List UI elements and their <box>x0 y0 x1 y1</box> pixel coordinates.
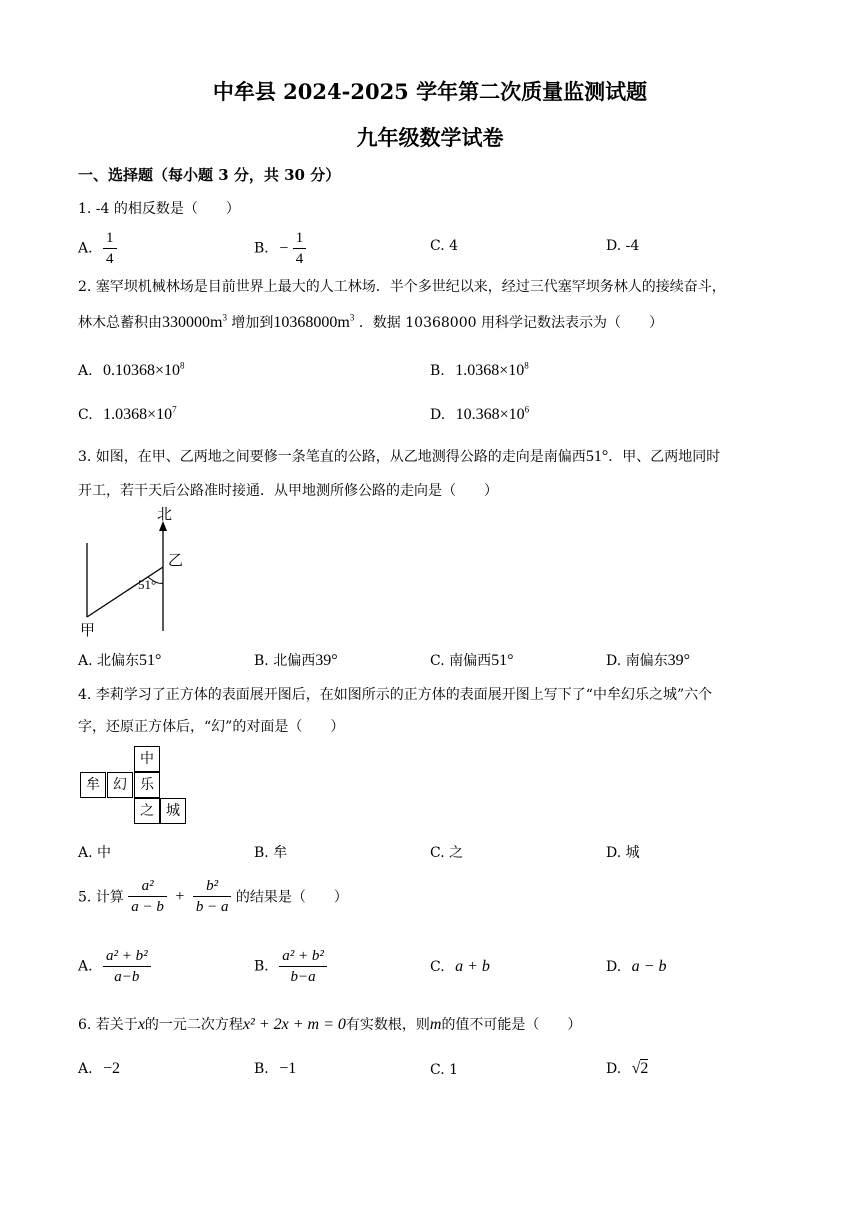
q1-b-sign: − <box>279 239 289 257</box>
q4-option-b[interactable]: B. 牟 <box>254 845 288 861</box>
q5-c-value: a + b <box>455 958 490 975</box>
q3-option-a[interactable]: A. 北偏东51° <box>78 652 162 669</box>
q4-line1: 4. 李莉学习了正方体的表面展开图后，在如图所示的正方体的表面展开图上写下了“中牟幻乐之城”六个 <box>78 687 713 703</box>
q1-b-den: 4 <box>295 251 304 267</box>
q1-a-num: 1 <box>103 228 117 249</box>
q5-text-b: 的结果是（ ） <box>235 889 348 906</box>
q6-b-value: −1 <box>279 1060 297 1077</box>
q3-yi-label: 乙 <box>168 551 184 569</box>
q3-option-c[interactable]: C. 南偏西51° <box>430 652 514 669</box>
q3-north-label: 北 <box>157 505 173 523</box>
q3-road-line <box>87 567 163 617</box>
q1-option-d[interactable]: D. -4 <box>606 238 640 254</box>
q5-option-a[interactable] <box>78 946 151 987</box>
q2-option-b[interactable] <box>430 362 529 380</box>
q5-fraction-2: $\frac{\text{b²}}{b - a}$ <box>193 876 232 917</box>
q6-text-b: 的一元二次方程 <box>144 1017 243 1033</box>
q6-a-value: −2 <box>103 1060 121 1077</box>
q5-c-label: C. <box>430 959 445 975</box>
q6-d-label: D. <box>606 1061 622 1077</box>
q6-stem <box>78 1014 581 1034</box>
net-cell-huan: 幻 <box>107 772 133 798</box>
q1-stem: 1. -4 的相反数是（ ） <box>78 201 240 217</box>
net-cell-mou: 牟 <box>80 772 106 798</box>
q6-option-d[interactable] <box>606 1060 648 1078</box>
net-cell-zhong: 中 <box>134 746 160 772</box>
q2-b-value: $1.0368\times 10^8$ <box>455 360 529 379</box>
q1-b-fraction <box>293 228 307 269</box>
q1-a-label: A. <box>78 240 93 257</box>
q6-var-m: m <box>429 1016 442 1033</box>
net-cell-cheng: 城 <box>160 798 186 824</box>
q3-line1 <box>78 446 720 466</box>
q6-option-b[interactable] <box>254 1060 296 1078</box>
q1-b-label: B. <box>254 240 269 257</box>
q6-b-label: B. <box>254 1061 269 1077</box>
q3-text-b: ．甲、乙两地同时 <box>608 449 721 465</box>
sqrt-icon: √ <box>631 1060 641 1077</box>
q5-d-value: a − b <box>631 958 667 975</box>
q2-line1: 2. 塞罕坝机械林场是目前世界上最大的人工林场．半个多世纪以来，经过三代塞罕坝务林人的接续奋斗， <box>78 279 726 295</box>
q2-option-a[interactable] <box>78 362 185 380</box>
q6-text-a: 6. 若关于 <box>78 1017 138 1033</box>
q2-text-c: ．数据 10368000 用科学记数法表示为（ ） <box>358 315 663 331</box>
q5-option-c[interactable] <box>430 958 490 976</box>
exam-title: 中牟县 2024-2025 学年第二次质量监测试题 <box>212 79 648 104</box>
q4-line2: 字，还原正方体后，“幻”的对面是（ ） <box>78 719 345 735</box>
q3-angle: 51° <box>585 448 609 465</box>
q6-d-value: 2 <box>640 1060 649 1077</box>
q4-option-a[interactable]: A. 中 <box>78 845 112 861</box>
q2-d-value: $10.368\times 10^6$ <box>455 404 530 423</box>
exam-subtitle: 九年级数学试卷 <box>356 125 504 150</box>
q3-jia-label: 甲 <box>80 621 96 639</box>
q5-d-label: D. <box>606 959 622 975</box>
q6-a-label: A. <box>78 1061 93 1077</box>
q3-angle-label: 51° <box>138 577 157 592</box>
q4-option-c[interactable]: C. 之 <box>430 845 464 861</box>
q6-equation: x² + 2x + m = 0 <box>242 1016 346 1033</box>
q2-text-a: 林木总蓄积由 <box>78 315 162 331</box>
q2-option-c[interactable] <box>78 406 177 424</box>
q2-a-label: A. <box>78 363 93 379</box>
q2-val2: $10368000m^3$ <box>273 312 355 331</box>
q2-a-value: $0.10368\times 10^8$ <box>103 360 185 379</box>
q2-c-value: $1.0368\times 10^7$ <box>103 404 177 423</box>
q6-option-a[interactable] <box>78 1060 120 1078</box>
q1-option-a[interactable] <box>78 228 117 269</box>
q1-a-fraction <box>103 228 117 269</box>
q1-option-c[interactable]: C. 4 <box>430 238 459 254</box>
q3-direction-figure <box>78 503 198 643</box>
q5-option-d[interactable] <box>606 958 666 976</box>
net-cell-zhi: 之 <box>134 798 160 824</box>
q1-b-num: 1 <box>293 228 307 249</box>
q2-d-label: D. <box>430 407 446 423</box>
q3-line2: 开工，若干天后公路准时接通．从甲地测所修公路的走向是（ ） <box>78 483 498 499</box>
q2-line2 <box>78 312 663 332</box>
q1-option-b[interactable] <box>254 228 306 269</box>
net-cell-le: 乐 <box>134 772 160 798</box>
q5-b-fraction: $\frac{\text{a² + b²}}{b-a}$ <box>279 946 327 987</box>
q6-text-d: 的值不可能是（ ） <box>441 1017 582 1033</box>
q3-option-d[interactable]: D. 南偏东39° <box>606 652 691 669</box>
q5-a-label: A. <box>78 958 93 975</box>
q3-text-a: 3. 如图，在甲、乙两地之间要修一条笔直的公路，从乙地测得公路的走向是南偏西 <box>78 449 586 465</box>
q5-b-label: B. <box>254 958 269 975</box>
q1-a-den: 4 <box>106 251 114 267</box>
q2-text-b: 增加到 <box>231 315 274 331</box>
q5-option-b[interactable] <box>254 946 327 987</box>
q2-option-d[interactable] <box>430 406 529 424</box>
q6-text-c: 有实数根，则 <box>345 1017 430 1033</box>
q6-option-c[interactable]: C. 1 <box>430 1062 459 1078</box>
q2-c-label: C. <box>78 407 93 423</box>
section-heading: 一、选择题（每小题 3 分，共 30 分） <box>78 166 341 184</box>
q5-a-fraction: $\frac{\text{a² + b²}}{a-b}$ <box>103 946 151 987</box>
q5-text-a: 5. 计算 <box>78 889 124 906</box>
q5-stem <box>78 876 348 917</box>
q6-var-x: x <box>137 1016 145 1033</box>
q2-val1: $330000m^3$ <box>162 312 227 331</box>
q2-b-label: B. <box>430 363 445 379</box>
q4-option-d[interactable]: D. 城 <box>606 845 640 861</box>
q3-option-b[interactable]: B. 北偏西39° <box>254 652 338 669</box>
q5-fraction-1: $\frac{\text{a²}}{a - b}$ <box>128 876 167 917</box>
q5-plus: + <box>175 887 185 905</box>
